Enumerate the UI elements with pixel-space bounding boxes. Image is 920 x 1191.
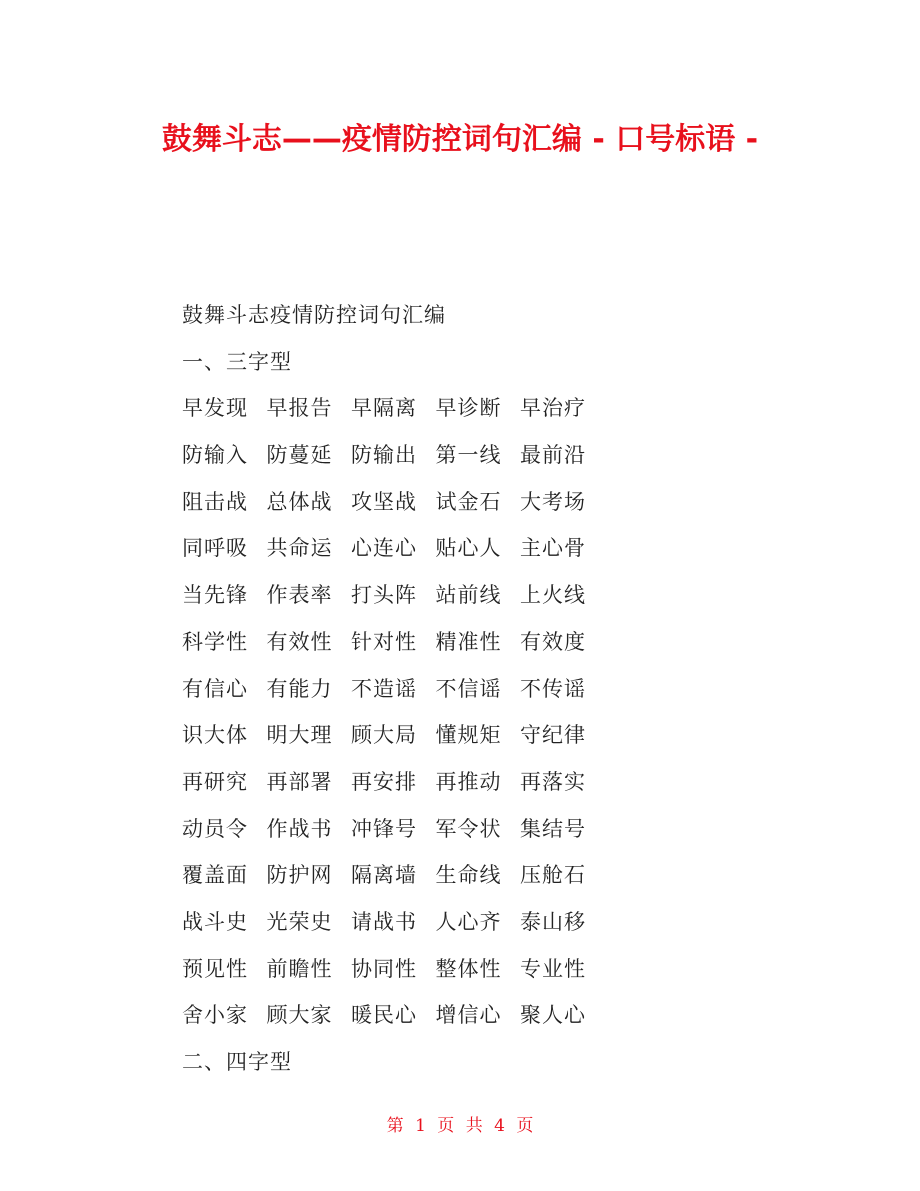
document-body [182,292,782,1086]
phrase-item: 早发现 [182,396,248,421]
phrase-row [182,759,782,806]
phrase-item: 总体战 [266,489,333,514]
phrase-row [182,525,782,572]
phrase-item: 协同性 [351,956,417,981]
phrase-item: 不造谣 [351,676,417,701]
phrase-item: 防输出 [351,443,417,468]
phrase-item: 科学性 [182,629,248,654]
phrase-item: 再安排 [351,769,417,794]
phrase-item: 贴心人 [435,536,502,561]
phrase-item: 有信心 [182,676,248,701]
phrase-item: 战斗史 [182,909,248,934]
phrase-item: 早隔离 [351,396,417,421]
phrase-item: 阻击战 [182,489,248,514]
phrase-item: 主心骨 [520,536,586,561]
phrase-item: 前瞻性 [266,956,333,981]
phrase-row [182,479,782,526]
phrase-item: 防输入 [182,443,248,468]
phrase-item: 打头阵 [351,583,417,608]
phrase-item: 不信谣 [435,676,502,701]
phrase-item: 防护网 [266,863,333,888]
phrase-row [182,619,782,666]
phrase-item: 早报告 [266,396,333,421]
phrase-row [182,666,782,713]
phrase-row [182,712,782,759]
phrase-item: 试金石 [435,489,502,514]
phrase-item: 再落实 [520,769,586,794]
phrase-item: 顾大局 [351,723,417,748]
phrase-row [182,946,782,993]
phrase-row [182,572,782,619]
phrase-row [182,385,782,432]
intro-line: 鼓舞斗志疫情防控词句汇编 [182,303,446,327]
phrase-item: 再部署 [266,769,333,794]
phrase-item: 聚人心 [520,1003,586,1028]
phrase-item: 明大理 [266,723,333,748]
phrase-item: 泰山移 [520,909,586,934]
phrase-item: 冲锋号 [351,816,417,841]
phrase-item: 再研究 [182,769,248,794]
phrase-item: 作战书 [266,816,333,841]
phrase-item: 有效度 [520,629,586,654]
phrase-item: 同呼吸 [182,536,248,561]
phrase-item: 不传谣 [520,676,586,701]
phrase-item: 最前沿 [520,443,586,468]
phrase-item: 当先锋 [182,583,248,608]
phrase-item: 心连心 [351,536,417,561]
phrase-row [182,852,782,899]
phrase-item: 隔离墙 [351,863,417,888]
phrase-item: 大考场 [520,489,586,514]
phrase-item: 有效性 [266,629,333,654]
phrase-item: 光荣史 [266,909,333,934]
phrase-item: 压舱石 [520,863,586,888]
phrase-item: 请战书 [351,909,417,934]
phrase-item: 生命线 [435,863,502,888]
phrase-item: 针对性 [351,629,417,654]
phrase-item: 再推动 [435,769,502,794]
section-heading-four-char: 二、四字型 [182,1050,292,1074]
phrase-item: 军令状 [435,816,502,841]
phrase-item: 早诊断 [435,396,502,421]
phrase-item: 共命运 [266,536,333,561]
phrase-item: 站前线 [435,583,502,608]
phrase-item: 动员令 [182,816,248,841]
phrase-item: 人心齐 [435,909,502,934]
phrase-list [182,385,782,1039]
phrase-item: 预见性 [182,956,248,981]
phrase-item: 早治疗 [520,396,586,421]
phrase-row [182,432,782,479]
phrase-item: 攻坚战 [351,489,417,514]
phrase-item: 上火线 [520,583,586,608]
phrase-item: 增信心 [435,1003,502,1028]
phrase-item: 舍小家 [182,1003,248,1028]
phrase-item: 第一线 [435,443,502,468]
phrase-item: 懂规矩 [435,723,502,748]
phrase-row [182,992,782,1039]
phrase-item: 作表率 [266,583,333,608]
phrase-item: 集结号 [520,816,586,841]
phrase-item: 覆盖面 [182,863,248,888]
phrase-item: 守纪律 [520,723,586,748]
phrase-item: 有能力 [266,676,333,701]
page-indicator: 第 1 页 共 4 页 [386,1116,534,1136]
phrase-row [182,806,782,853]
phrase-item: 精准性 [435,629,502,654]
section-heading-three-char: 一、三字型 [182,349,292,374]
phrase-item: 防蔓延 [266,443,333,468]
phrase-row [182,899,782,946]
phrase-item: 暖民心 [351,1003,417,1028]
phrase-item: 整体性 [435,956,502,981]
document-title: 鼓舞斗志——疫情防控词句汇编 - 口号标语 - [161,122,759,157]
phrase-item: 专业性 [520,956,586,981]
phrase-item: 顾大家 [266,1003,333,1028]
phrase-item: 识大体 [182,723,248,748]
